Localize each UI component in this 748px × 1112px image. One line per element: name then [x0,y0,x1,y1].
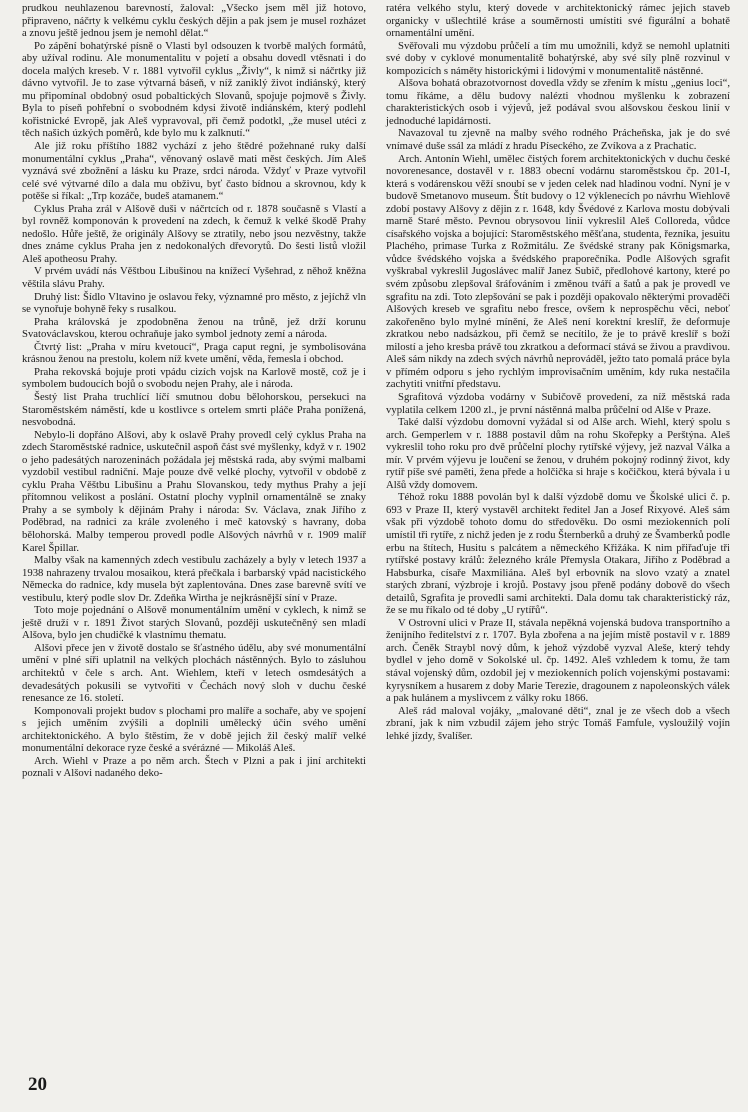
paragraph: Sgrafitová výzdoba vodárny v Subičově provedení, za níž městská rada vyplatila celkem 1200 zl., je první nástěnná malba průčelní od Alše v Praze. [386,390,730,416]
paragraph: Čtvrtý list: „Praha v míru kvetoucí“, Praga caput regni, je symbolisována krásnou ženou na prestolu, kolem níž kvete umění, věda, řemesla i obchod. [22,340,366,366]
page-number: 20 [28,1074,47,1095]
paragraph: Svěřovali mu výzdobu průčelí a tím mu umožnili, když se nemohl uplatniti své doby v cyklové monumentalitě bohatýrské, aby své síly plně rozvinul v kompozicích s náměty historickými i lidovými v monumentalitě nástěnné. [386,39,730,77]
left-column [22,2,366,780]
paragraph: Komponovali projekt budov s plochami pro malíře a sochaře, aby ve spojení s jejich uměním zvýšili a doplnili umělecký účin svého umění architektonického. A bylo štěstím, že v době jejich žil český malíř velké monumentální dekorace ryze české a svérázné — Mikoláš Aleš. [22,704,366,755]
paragraph: Arch. Antonín Wiehl, umělec čistých forem architektonických v duchu české novorenesance, dostavěl v r. 1883 obecní vodárnu staroměstskou čp. 201-I, která s vodárenskou věží snoubí se v jeden celek nad hladinou vodní. Nyní je v budově Smetanovo museum. Štít budovy o 12 výklenecích po návrhu Wiehlově zdobí postavy Alšovy z dějin z r. 1648, kdy Švédové z Karlova mostu dobývali marně Staré město. Pevnou obrysovou linií vykreslil Aleš Colloreda, vůdce císařského vojska a bojující: Staroměstského měšťana, studenta, řezníka, jesuitu Plachého, primase Turka z Rožmitálu. Ze švédské strany pak Königsmarka, vůdce švédského vojska a švédského praporečníka. Podle Alšových sgrafit vyškrabal vykreslil Jugoslávec malíř Janez Subič, předlohové kartony, které po svém způsobu zlepšoval šráfováním i změnou tváří a šatů a pak je provedl ve sgrafitu na zdi. Toto zlepšování se pak i později opakovalo některými provaděči Alšových kreseb ve sgrafitu nebo fresce, ovšem k neprospěchu věci, neboť zakořeněno bylo mylné mínění, že Aleš není korektní kreslíř, že deformuje zkratkou nebo nadsázkou, při čemž se necítilo, že je to právě kreslíř s boží milostí a jeho kresba právě tou zkratkou a deformací stává se živou a pravdivou. Aleš sám nikdy na zdech svých návrhů neprováděl, ježto tato pomalá práce byla v přímém odporu s jeho rychlým improvisačním uměním, kdy ruka nestačila zachytiti vnitřní představu. [386,152,730,391]
paragraph: Aleš rád maloval vojáky, „malované děti“, znal je ze všech dob a všech zbraní, jak k nim vzbudil zájem jeho strýc Tomáš Famfule, vysloužilý vojín lehké jízdy, švalíšer. [386,704,730,742]
paragraph: Toto moje pojednání o Alšově monumentálním umění v cyklech, k nimž se ještě druží v r. 1891 Život starých Slovanů, později uskutečněný sen mladí Alšova, bylo jen chudičké k vlastnímu thematu. [22,604,366,642]
paragraph: Cyklus Praha zrál v Alšově duši v náčrtcích od r. 1878 současně s Vlastí a byl rovněž komponován k provedení na zdech, k čemuž k velké škodě Prahy nedošlo. Hůře ještě, že originály Alšovy se ztratily, nebo jsou nezvěstny, takže dnes známe cyklus Praha jen z nedokonalých dřevorytů. Do šesti listů vložil Aleš apotheosu Prahy. [22,202,366,265]
paragraph: prudkou neuhlazenou barevností, žaloval: „Všecko jsem měl již hotovo, připraveno, náčrty k velkému cyklu českých dějin a pak jsem je musel rozházet a znovu ještě jednou jsem je nemohl dělat.“ [22,2,366,40]
paragraph: Po zápění bohatýrské písně o Vlasti byl odsouzen k tvorbě malých formátů, aby užíval rodinu. Ale monumentalitu v pojetí a obsahu dovedl vtěsnati i do docela malých kreseb. V r. 1881 vytvořil cyklus „Živly“, k nimž si náčrtky již dávno vytvořil. Je to zase výtvarná báseň, v níž zaniklý život indiánský, který mu připomínal obdobný osud pobaltických Slovanů, spojuje pojmově s Živly. Byla to píseň pohřební o svobodném kdysi životě indiánském, který podlehl kořistnické Evropě, jak Aleš vypravoval, při čemž podotkl, „že musel utéci z těch našich úzkých poměrů, kde bylo mu k zalknutí.“ [22,39,366,140]
paragraph: Arch. Wiehl v Praze a po něm arch. Štech v Plzni a pak i jiní architekti poznali v Alšovi nadaného deko- [22,754,366,780]
right-column [386,2,730,780]
paragraph: V Ostrovní ulici v Praze II, stávala nepěkná vojenská budova transportního a ženijního ředitelství z r. 1707. Byla zbořena a na jejím místě postavil v r. 1889 arch. Čeněk Straybl nový dům, k jehož výzdobě vyzval Aleše, který tehdy bydlel v jeho domě v Sokolské ul. čp. 1492. Aleš vzhledem k tomu, že tam stával vojenský dům, ozdobil jej v meziokenních polích vojenskými postavami: kyrysníkem a husarem z doby Marie Terezie, dragounem z napoleonských válek a pak hulánem a myslivcem z války roku 1866. [386,616,730,705]
paragraph: Druhý list: Šídlo Vltavino je oslavou řeky, významné pro město, z jejíchž vln se vynořuje bohyně řeky s rusalkou. [22,290,366,316]
paragraph: ratéra velkého stylu, který dovede v architektonický rámec jejich staveb organicky v ušlechtilé kráse a souměrnosti umístiti své figurální a bohatě ornamentální umění. [386,2,730,40]
paragraph: Alšovi přece jen v životě dostalo se šťastného údělu, aby své monumentální umění v plné síři uplatnil na velkých plochách nástěnných. Bylo to zásluhou architektů v čele s arch. Ant. Wiehlem, kteří v letech osmdesátých a devadesátých pokusili se vytvořiti v Čechách nový sloh v duchu české renesance ze 16. století. [22,641,366,705]
paragraph: Také další výzdobu domovní vyžádal si od Alše arch. Wiehl, který spolu s arch. Gemperlem v r. 1888 postavil dům na rohu Skořepky a Perštýna. Aleš vykreslil toho roku pro dvě průčelní plochy rytířské výjevy, jež nazval Válka a mír. V prvém výjevu je loučení se ženou, v druhém pokojný rodinný život, kdy rytíř píše své paměti, žena přede a holčička si hraje s kočičkou, která bývala i u Alšů vždy domovem. [386,416,730,491]
paragraph: Téhož roku 1888 povolán byl k další výzdobě domu ve Školské ulici č. p. 693 v Praze II, který vystavěl architekt ředitel Jan a Josef Rixyové. Aleš sám však při výzdobě tohoto domu do středověku. Do osmi meziokenních polí umístil tři rytíře, z nichž jeden je z rodu Šternberků a druhý ze Švamberků podle erbu na štítech, Husitu s palcátem a německého Křižáka. K nim přiřaďuje tři rytířské postavy králů: železného krále Přemysla Otakara, Jiřího z Poděbrad a Habsburka, císaře Maxmiliána. Aleš byl erbovník na slovo vzatý a znatel starých zbraní, výzbroje i krojů. Postavy jsou přeně podány dobově do všech detailů, Sgrafita je provedli sami architekti. Dala domu tak charakteristický ráz, že se mu říkalo od té doby „U rytířů“. [386,491,730,617]
paragraph: Malby však na kamenných zdech vestibulu zacházely a byly v letech 1937 a 1938 nahrazeny trvalou mosaikou, která přečkala i barbarský vpád nacistického Německa do radnice, kdy musela být zaplentována. Dnes zase barevně svítí ve vestibulu, který podle slov Dr. Zdeňka Wirtha je nejkrásnější síní v Praze. [22,554,366,604]
paragraph: Alšova bohatá obrazotvornost dovedla vždy se zřením k místu „genius loci“, tomu říkáme, a dělu budovy nalézti vhodnou myšlenku k zobrazení charakteristických osob i výjevů, jež podával svou alšovskou českou linií v jednoduché lapidárnosti. [386,77,730,127]
paragraph: Praha královská je zpodobněna ženou na trůně, jež drží korunu Svatováclavskou, kterou ochraňuje jako symbol jednoty zemí a národa. [22,315,366,341]
paragraph: Ale již roku příštího 1882 vychází z jeho štědré požehnané ruky další monumentální cyklus „Praha“, věnovaný oslavě mati měst českých. Jím Aleš vyznává své zbožnění a lásku ku Praze, srdci národa. Vždyť v Praze vytvořil celé své výtvarné dílo a dala mu obživu, byť často bídnou a skrovnou, kdy k potěše si říkal: „Trp kozáče, budeš atamanem.“ [22,140,366,203]
text-columns [22,2,730,780]
paragraph: Šestý list Praha truchlící líčí smutnou dobu bělohorskou, persekuci na Staroměstském náměstí, kde u kostlivce s ortelem smrti pláče Praha ponížená, nesvobodná. [22,390,366,429]
paragraph: Navazoval tu zjevně na malby svého rodného Prácheňska, jak je do své vnímavé duše ssál za mládí z hradu Píseckého, ze Zvíkova a z Prachatic. [386,127,730,153]
paragraph: Nebylo-li dopřáno Alšovi, aby k oslavě Prahy provedl celý cyklus Praha na zdech Staroměstské radnice, uskutečnil aspoň část své myšlenky, když v r. 1902 o jeho padesátých narozeninách požádala jej městská rada, aby svými malbami vyzdobil vestibul radniční. Maje pouze dvě velké plochy, vytvořil v obdobě z cyklu Praha Věštbu Libušinu a Prahu Slovanskou, tedy mythus Prahy a její přítomnou velikost a poslání. Ostatní plochy vyplnil ornamentálně se znaky Prahy a se symboly k dějinám Prahy i národa: Sv. Václava, znak Jiřího z Poděbrad, na radnici za krále zvoleného i meč katovský s havrany, doba bělohorská. Malby temperou provedl podle Alšových návrhů v r. 1909 malíř Karel Špillar. [22,428,366,554]
paragraph: Praha rekovská bojuje proti vpádu cizích vojsk na Karlově mostě, což je i symbolem budoucích bojů o svobodu nejen Prahy, ale i národa. [22,365,366,391]
paragraph: V prvém uvádí nás Věštbou Libušinou na knížecí Vyšehrad, z něhož kněžna věštila slávu Prahy. [22,265,366,291]
